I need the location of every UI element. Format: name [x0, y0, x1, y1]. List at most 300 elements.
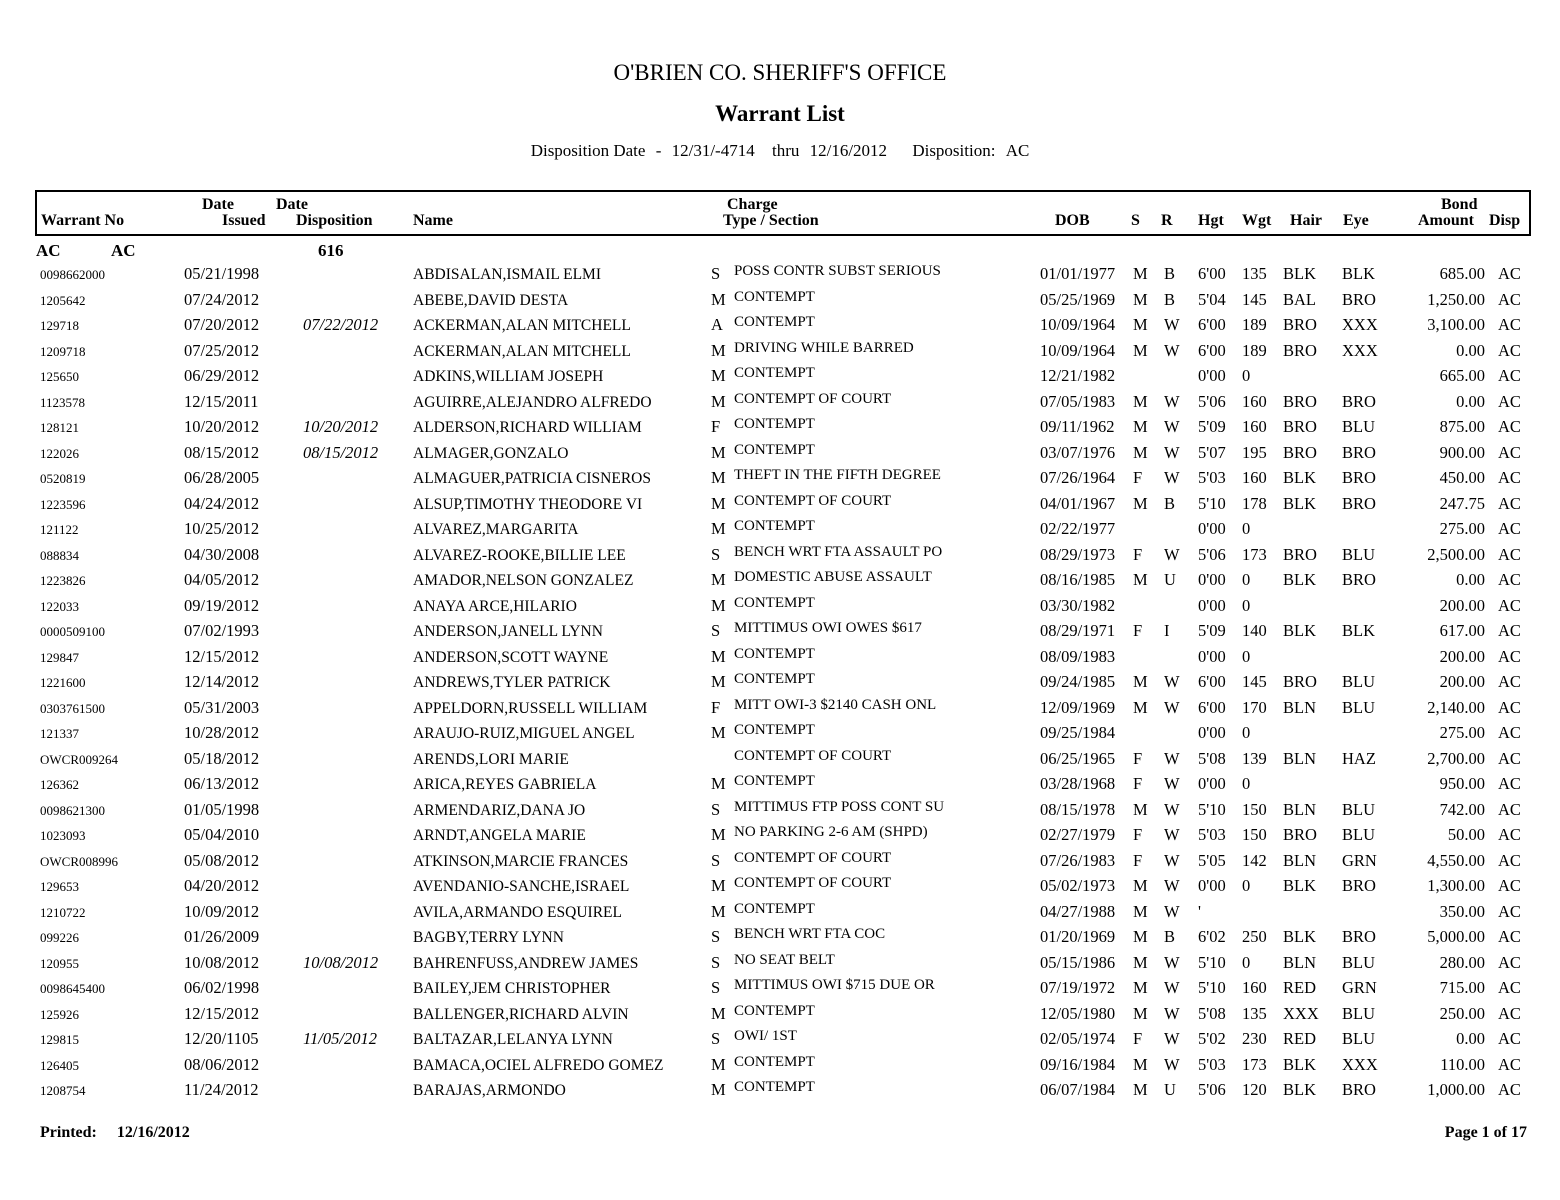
cell-weight: 160 [1242, 391, 1267, 411]
cell-name: APPELDORN,RUSSELL WILLIAM [413, 699, 648, 717]
cell-charge-type: M [711, 1054, 726, 1074]
cell-disp: AC [1498, 442, 1521, 462]
cell-bond-amount: 450.00 [1439, 468, 1485, 487]
cell-disp: AC [1498, 825, 1521, 844]
cell-sex: M [1133, 876, 1148, 895]
header-date-2: Date [276, 196, 308, 213]
cell-date-issued: 08/15/2012 [184, 442, 260, 462]
cell-warrant-number: 120955 [40, 955, 79, 971]
cell-eye: GRN [1342, 978, 1377, 997]
cell-charge-type: S [711, 544, 721, 564]
cell-name: BAMACA,OCIEL ALFREDO GOMEZ [413, 1056, 664, 1074]
cell-charge-section: CONTEMPT OF COURT [734, 747, 892, 764]
cell-charge-type: M [711, 723, 726, 742]
cell-warrant-number: 0520819 [40, 471, 86, 486]
cell-height: 0'00 [1198, 774, 1226, 793]
cell-hair: BLK [1283, 876, 1316, 895]
cell-eye: BRO [1342, 289, 1376, 309]
cell-disp: AC [1498, 468, 1521, 487]
cell-charge-section: CONTEMPT OF COURT [734, 875, 892, 891]
cell-height: 5'10 [1198, 799, 1226, 819]
cell-race: W [1164, 697, 1180, 717]
cell-weight: 170 [1242, 697, 1267, 717]
cell-height: 0'00 [1198, 366, 1226, 385]
cell-race: B [1164, 289, 1176, 309]
cell-charge-type: S [711, 850, 721, 870]
cell-dob: 03/07/1976 [1040, 442, 1116, 462]
cell-weight: 189 [1242, 340, 1267, 360]
header-race: R [1161, 212, 1173, 229]
cell-name: ALMAGUER,PATRICIA CISNEROS [413, 470, 651, 487]
cell-charge-section: MITT OWI-3 $2140 CASH ONL [734, 696, 937, 713]
cell-hair: BLN [1283, 697, 1316, 717]
cell-charge-section: CONTEMPT OF COURT [734, 492, 892, 509]
cell-dob: 05/15/1986 [1040, 952, 1116, 972]
table-row [0, 873, 1560, 898]
table-row [0, 899, 1560, 924]
table-row [0, 261, 1560, 286]
cell-warrant-number: 1210722 [40, 904, 86, 920]
cell-height: 6'00 [1198, 264, 1226, 283]
cell-hair: BRO [1283, 391, 1317, 411]
cell-charge-type: S [711, 621, 721, 640]
cell-weight: 139 [1242, 748, 1267, 768]
cell-bond-amount: 715.00 [1439, 978, 1485, 997]
cell-sex: M [1133, 672, 1148, 691]
cell-height: 0'00 [1198, 570, 1226, 589]
disposition-value: AC [1005, 141, 1030, 160]
cell-date-issued: 06/13/2012 [184, 774, 260, 793]
cell-hair: RED [1283, 978, 1316, 997]
cell-height: 0'00 [1198, 519, 1226, 538]
range-thru: thru [771, 141, 800, 160]
table-row [0, 746, 1560, 771]
cell-race: W [1164, 391, 1180, 411]
cell-warrant-number: 1209718 [40, 343, 86, 359]
cell-charge-section: CONTEMPT [734, 288, 815, 305]
cell-charge-type: S [711, 799, 721, 819]
cell-hair: BLK [1283, 264, 1316, 283]
cell-date-issued: 05/21/1998 [184, 264, 260, 283]
cell-disp: AC [1498, 417, 1521, 436]
cell-disp: AC [1498, 978, 1521, 997]
cell-height: 5'02 [1198, 1029, 1226, 1048]
cell-charge-section: CONTEMPT [734, 1002, 815, 1019]
cell-height: 5'07 [1198, 442, 1226, 462]
cell-charge-type: M [711, 1003, 726, 1023]
cell-bond-amount: 0.00 [1456, 1029, 1485, 1048]
cell-weight: 0 [1242, 595, 1251, 615]
cell-charge-type: M [711, 570, 726, 589]
cell-dob: 05/25/1969 [1040, 289, 1116, 309]
cell-weight: 160 [1242, 978, 1267, 997]
printed-info [40, 1124, 190, 1142]
cell-hair: BLK [1283, 927, 1316, 946]
report-title: Warrant List [715, 101, 845, 126]
cell-disp: AC [1498, 391, 1521, 411]
cell-date-issued: 09/19/2012 [184, 595, 260, 615]
cell-name: ALSUP,TIMOTHY THEODORE VI [413, 495, 643, 513]
cell-name: AGUIRRE,ALEJANDRO ALFREDO [413, 393, 652, 411]
group-code-1: AC [36, 241, 61, 260]
cell-warrant-number: 088834 [40, 547, 79, 563]
cell-disp: AC [1498, 799, 1521, 819]
cell-date-issued: 12/15/2012 [184, 646, 260, 666]
cell-charge-section: DRIVING WHILE BARRED [734, 339, 914, 356]
cell-bond-amount: 2,140.00 [1427, 697, 1485, 717]
cell-height: 5'10 [1198, 978, 1226, 997]
cell-race: B [1164, 927, 1176, 946]
cell-bond-amount: 200.00 [1439, 595, 1485, 615]
table-row [0, 848, 1560, 873]
header-disp: Disp [1489, 212, 1521, 229]
cell-warrant-number: OWCR009264 [40, 751, 118, 767]
cell-bond-amount: 0.00 [1456, 391, 1485, 411]
cell-charge-section: CONTEMPT [734, 314, 815, 330]
range-dash: - [655, 141, 662, 160]
header-eye: Eye [1343, 212, 1369, 229]
table-row [0, 1077, 1560, 1102]
cell-charge-section: CONTEMPT [734, 1053, 815, 1070]
cell-race: W [1164, 340, 1180, 360]
cell-warrant-number: 0098662000 [40, 267, 105, 282]
cell-dob: 03/30/1982 [1040, 595, 1116, 615]
table-row [0, 389, 1560, 414]
cell-dob: 07/19/1972 [1040, 978, 1116, 997]
cell-height: 6'02 [1198, 927, 1226, 946]
cell-eye: BRO [1342, 927, 1376, 946]
cell-warrant-number: 121122 [40, 522, 79, 537]
cell-warrant-number: 0098621300 [40, 802, 105, 818]
cell-name: BARAJAS,ARMONDO [413, 1082, 566, 1099]
table-row [0, 695, 1560, 720]
cell-race: I [1164, 621, 1170, 640]
cell-hair: BRO [1283, 672, 1317, 691]
cell-sex: M [1133, 391, 1148, 411]
cell-height: 6'00 [1198, 672, 1226, 691]
cell-sex: M [1133, 289, 1148, 309]
cell-charge-section: THEFT IN THE FIFTH DEGREE [734, 467, 941, 483]
cell-charge-type: S [711, 1029, 721, 1048]
cell-dob: 10/09/1964 [1040, 315, 1116, 334]
cell-charge-type: M [711, 1080, 726, 1099]
cell-disp: AC [1498, 927, 1521, 946]
cell-charge-section: MITTIMUS FTP POSS CONT SU [734, 798, 945, 815]
table-row [0, 669, 1560, 694]
cell-disp: AC [1498, 952, 1521, 972]
cell-warrant-number: 0303761500 [40, 700, 105, 716]
cell-date-issued: 12/20/1105 [184, 1029, 259, 1048]
cell-eye: BLU [1342, 1029, 1375, 1048]
cell-dob: 08/16/1985 [1040, 570, 1116, 589]
cell-dob: 08/29/1973 [1040, 544, 1116, 564]
range-label: Disposition Date [530, 141, 646, 160]
cell-sex: F [1133, 748, 1143, 768]
cell-bond-amount: 685.00 [1439, 264, 1485, 283]
cell-warrant-number: 125650 [40, 369, 79, 384]
cell-bond-amount: 875.00 [1439, 417, 1485, 436]
cell-weight: 150 [1242, 825, 1267, 844]
cell-date-issued: 05/31/2003 [184, 697, 260, 717]
cell-disposition-date: 08/15/2012 [303, 442, 379, 462]
cell-sex: F [1133, 621, 1143, 640]
cell-weight: 160 [1242, 417, 1267, 436]
cell-height: 5'05 [1198, 850, 1226, 870]
cell-charge-type: M [711, 774, 726, 793]
cell-race: W [1164, 825, 1180, 844]
cell-warrant-number: 1208754 [40, 1083, 86, 1098]
cell-name: ABDISALAN,ISMAIL ELMI [413, 266, 601, 283]
cell-charge-type: M [711, 468, 726, 487]
cell-height: 5'09 [1198, 417, 1226, 436]
cell-height: 5'10 [1198, 952, 1226, 972]
table-row [0, 771, 1560, 796]
cell-hair: BLK [1283, 493, 1316, 513]
cell-dob: 12/21/1982 [1040, 366, 1116, 385]
cell-eye: BLU [1342, 672, 1375, 691]
cell-date-issued: 07/02/1993 [184, 621, 260, 640]
cell-race: W [1164, 850, 1180, 870]
cell-dob: 02/22/1977 [1040, 519, 1116, 538]
cell-charge-section: OWI/ 1ST [734, 1028, 797, 1044]
cell-charge-section: MITTIMUS OWI OWES $617 [734, 620, 922, 636]
cell-weight: 189 [1242, 315, 1267, 334]
table-row [0, 338, 1560, 363]
cell-charge-type: M [711, 493, 726, 513]
cell-hair: XXX [1283, 1003, 1319, 1023]
cell-hair: BAL [1283, 289, 1316, 309]
cell-weight: 135 [1242, 1003, 1267, 1023]
cell-weight: 0 [1242, 723, 1251, 742]
cell-date-issued: 07/25/2012 [184, 340, 260, 360]
cell-hair: BLK [1283, 468, 1316, 487]
cell-hair: BRO [1283, 340, 1317, 360]
cell-name: AVENDANIO-SANCHE,ISRAEL [413, 878, 630, 895]
cell-charge-type: F [711, 417, 721, 436]
cell-dob: 04/01/1967 [1040, 493, 1116, 513]
cell-hair: BRO [1283, 544, 1317, 564]
cell-name: ARAUJO-RUIZ,MIGUEL ANGEL [413, 725, 635, 742]
cell-race: W [1164, 417, 1180, 436]
cell-disp: AC [1498, 901, 1521, 921]
cell-date-issued: 06/29/2012 [184, 366, 260, 385]
cell-bond-amount: 247.75 [1439, 493, 1485, 513]
cell-race: W [1164, 978, 1180, 997]
table-row [0, 950, 1560, 975]
cell-weight: 160 [1242, 468, 1267, 487]
cell-disp: AC [1498, 289, 1521, 309]
cell-height: 5'03 [1198, 1054, 1226, 1074]
cell-sex: M [1133, 978, 1148, 997]
cell-eye: BLU [1342, 697, 1375, 717]
cell-sex: M [1133, 417, 1148, 436]
cell-name: ARENDS,LORI MARIE [413, 750, 569, 768]
cell-hair: BLK [1283, 1054, 1316, 1074]
cell-charge-section: CONTEMPT [734, 365, 815, 381]
cell-date-issued: 01/05/1998 [184, 799, 260, 819]
cell-disp: AC [1498, 723, 1521, 742]
cell-race: B [1164, 264, 1176, 283]
cell-warrant-number: 125926 [40, 1006, 79, 1022]
cell-disposition-date: 11/05/2012 [303, 1029, 377, 1048]
cell-date-issued: 04/20/2012 [184, 876, 260, 895]
cell-charge-section: CONTEMPT [734, 518, 815, 534]
cell-weight: 178 [1242, 493, 1267, 513]
cell-charge-type: M [711, 366, 726, 385]
cell-date-issued: 11/24/2012 [184, 1080, 259, 1099]
header-hair: Hair [1290, 212, 1322, 229]
cell-height: 6'00 [1198, 340, 1226, 360]
cell-name: BALLENGER,RICHARD ALVIN [413, 1005, 629, 1023]
cell-dob: 12/09/1969 [1040, 697, 1116, 717]
cell-sex: F [1133, 774, 1143, 793]
cell-charge-section: CONTEMPT [734, 1079, 815, 1095]
cell-charge-section: NO SEAT BELT [734, 951, 835, 968]
cell-hair: BLN [1283, 748, 1316, 768]
cell-sex: F [1133, 850, 1143, 870]
cell-name: ABEBE,DAVID DESTA [413, 291, 569, 309]
cell-name: BALTAZAR,LELANYA LYNN [413, 1031, 613, 1048]
table-row [0, 567, 1560, 592]
header-disposition: Disposition [296, 212, 373, 229]
cell-name: ANAYA ARCE,HILARIO [413, 597, 577, 615]
cell-race: W [1164, 952, 1180, 972]
cell-height: 5'08 [1198, 1003, 1226, 1023]
cell-race: W [1164, 468, 1180, 487]
cell-sex: M [1133, 927, 1148, 946]
cell-bond-amount: 617.00 [1439, 621, 1485, 640]
printed-label: Printed: [40, 1124, 97, 1141]
cell-disp: AC [1498, 315, 1521, 334]
cell-weight: 173 [1242, 544, 1267, 564]
cell-warrant-number: 099226 [40, 930, 79, 945]
cell-hair: RED [1283, 1029, 1316, 1048]
cell-weight: 120 [1242, 1080, 1267, 1099]
cell-race: B [1164, 493, 1176, 513]
cell-name: ALVAREZ,MARGARITA [413, 521, 579, 538]
cell-disp: AC [1498, 1003, 1521, 1023]
cell-weight: 150 [1242, 799, 1267, 819]
cell-race: W [1164, 1029, 1180, 1048]
cell-weight: 0 [1242, 876, 1251, 895]
cell-height: 0'00 [1198, 646, 1226, 666]
cell-date-issued: 05/18/2012 [184, 748, 260, 768]
cell-name: ANDERSON,SCOTT WAYNE [413, 648, 609, 666]
cell-warrant-number: 129718 [40, 318, 79, 333]
table-row [0, 465, 1560, 490]
cell-dob: 09/16/1984 [1040, 1054, 1116, 1074]
cell-charge-section: MITTIMUS OWI $715 DUE OR [734, 977, 935, 993]
cell-warrant-number: 1205642 [40, 292, 86, 308]
cell-charge-section: CONTEMPT [734, 671, 815, 687]
table-row [0, 720, 1560, 745]
cell-bond-amount: 2,700.00 [1427, 748, 1485, 768]
cell-disp: AC [1498, 595, 1521, 615]
cell-bond-amount: 0.00 [1456, 340, 1485, 360]
cell-dob: 09/11/1962 [1040, 417, 1115, 436]
cell-bond-amount: 275.00 [1439, 723, 1485, 742]
cell-name: ANDREWS,TYLER PATRICK [413, 674, 611, 691]
cell-height: 0'00 [1198, 595, 1226, 615]
cell-charge-type: F [711, 697, 721, 717]
cell-disp: AC [1498, 621, 1521, 640]
table-row [0, 1052, 1560, 1077]
cell-weight: 0 [1242, 646, 1251, 666]
header-height: Hgt [1198, 212, 1224, 229]
cell-charge-section: NO PARKING 2-6 AM (SHPD) [734, 824, 928, 840]
cell-disp: AC [1498, 1054, 1521, 1074]
cell-date-issued: 04/05/2012 [184, 570, 260, 589]
cell-name: ARNDT,ANGELA MARIE [413, 827, 586, 844]
cell-charge-type: M [711, 442, 726, 462]
cell-charge-section: BENCH WRT FTA COC [734, 926, 886, 942]
cell-bond-amount: 742.00 [1439, 799, 1485, 819]
cell-hair: BRO [1283, 315, 1317, 334]
cell-bond-amount: 900.00 [1439, 442, 1485, 462]
cell-disp: AC [1498, 493, 1521, 513]
cell-charge-type: M [711, 289, 726, 309]
cell-dob: 09/25/1984 [1040, 723, 1116, 742]
cell-warrant-number: 122026 [40, 445, 79, 461]
cell-name: AVILA,ARMANDO ESQUIREL [413, 903, 622, 921]
cell-bond-amount: 665.00 [1439, 366, 1485, 385]
cell-date-issued: 07/24/2012 [184, 289, 260, 309]
cell-race: W [1164, 876, 1180, 895]
cell-height: 0'00 [1198, 876, 1226, 895]
cell-sex: F [1133, 544, 1143, 564]
cell-height: 6'00 [1198, 697, 1226, 717]
cell-charge-type: M [711, 825, 726, 844]
cell-name: ARICA,REYES GABRIELA [413, 776, 597, 793]
cell-weight: 0 [1242, 774, 1251, 793]
cell-sex: M [1133, 570, 1148, 589]
cell-race: W [1164, 315, 1180, 334]
cell-charge-section: CONTEMPT [734, 773, 815, 789]
cell-name: BAHRENFUSS,ANDREW JAMES [413, 954, 639, 972]
cell-sex: M [1133, 315, 1148, 334]
cell-name: ALVAREZ-ROOKE,BILLIE LEE [413, 546, 626, 564]
cell-bond-amount: 1,300.00 [1427, 876, 1485, 895]
table-row [0, 618, 1560, 643]
cell-race: W [1164, 672, 1180, 691]
cell-date-issued: 07/20/2012 [184, 315, 260, 334]
table-row [0, 1026, 1560, 1051]
cell-warrant-number: OWCR008996 [40, 853, 118, 869]
cell-disp: AC [1498, 850, 1521, 870]
header-weight: Wgt [1242, 212, 1272, 229]
range-from: 12/31/-4714 [671, 141, 755, 160]
cell-disp: AC [1498, 366, 1521, 385]
cell-disp: AC [1498, 672, 1521, 691]
cell-eye: BLU [1342, 952, 1375, 972]
table-row [0, 1001, 1560, 1026]
cell-bond-amount: 4,550.00 [1427, 850, 1485, 870]
cell-weight: 250 [1242, 927, 1267, 946]
cell-eye: BLK [1342, 621, 1375, 640]
cell-warrant-number: 1223826 [40, 573, 86, 588]
cell-disp: AC [1498, 876, 1521, 895]
page-number: Page 1 of 17 [1444, 1124, 1527, 1141]
cell-dob: 02/27/1979 [1040, 825, 1116, 844]
cell-height: 5'06 [1198, 391, 1226, 411]
cell-dob: 01/20/1969 [1040, 927, 1116, 946]
cell-date-issued: 10/08/2012 [184, 952, 260, 972]
cell-date-issued: 06/02/1998 [184, 978, 260, 997]
cell-weight: 145 [1242, 672, 1267, 691]
cell-charge-type: M [711, 646, 726, 666]
cell-sex: M [1133, 1054, 1148, 1074]
header-type-section: Type / Section [723, 212, 819, 229]
